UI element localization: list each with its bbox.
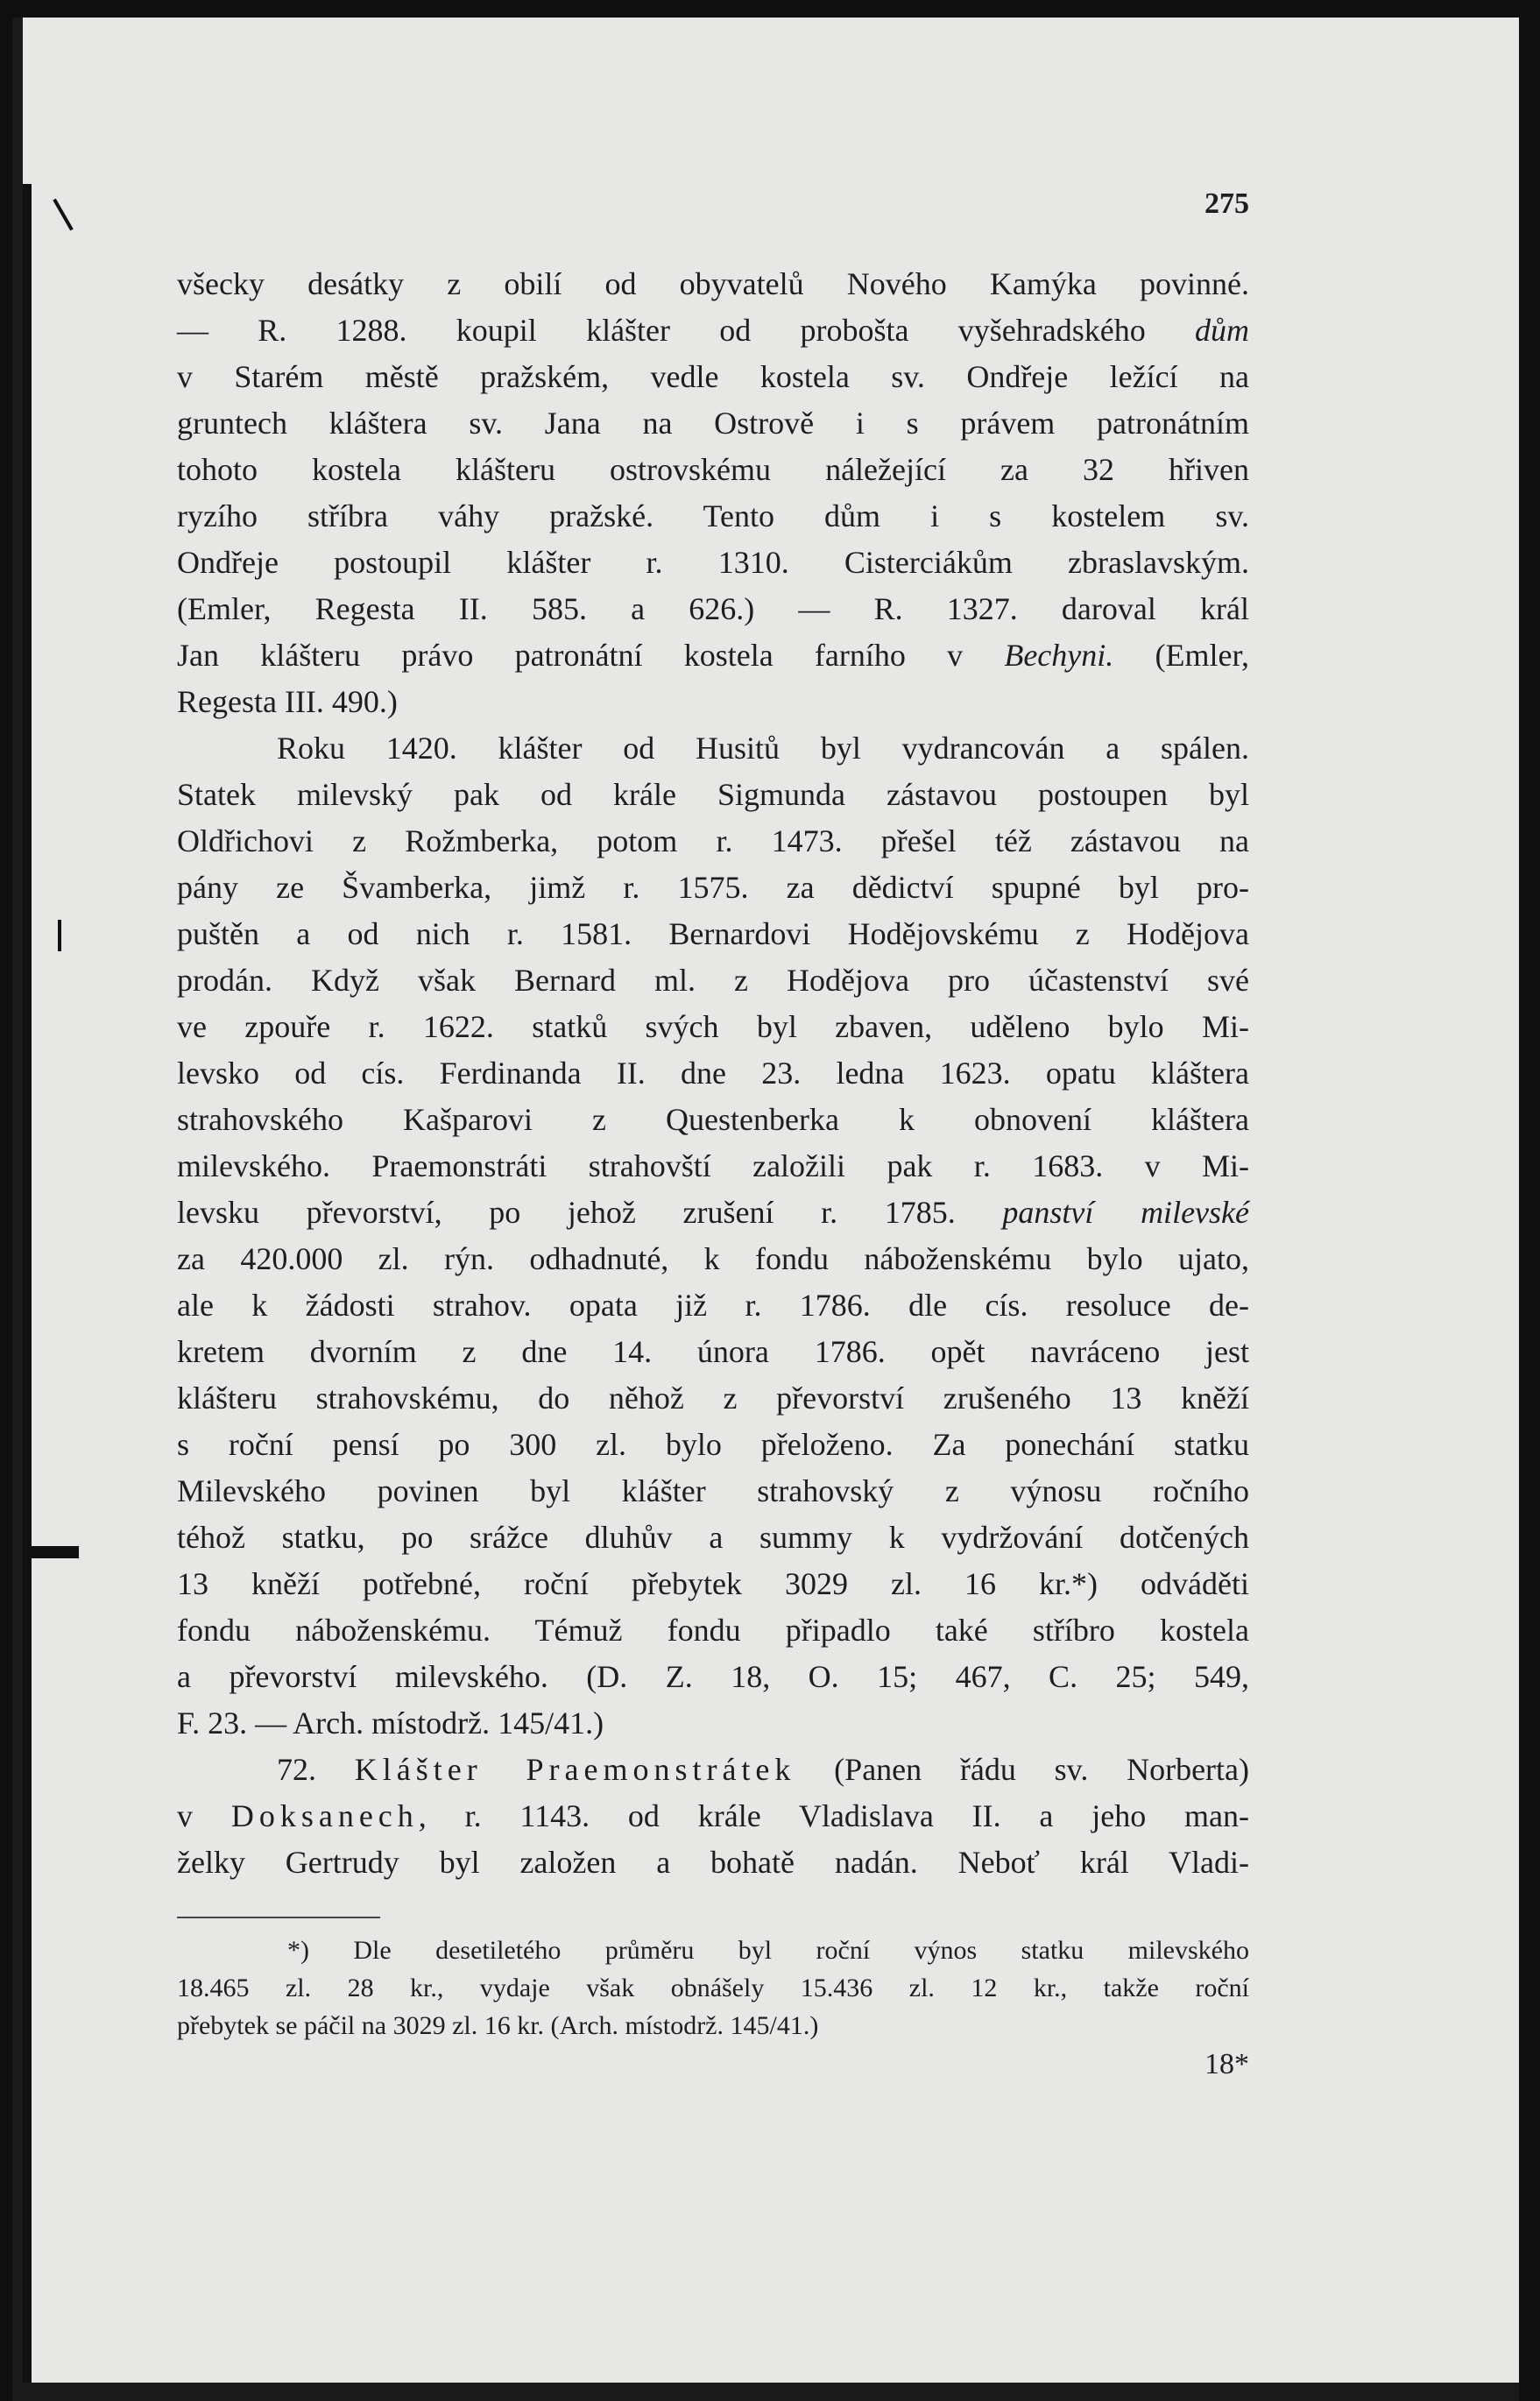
body-line: puštěn a od nich r. 1581. Bernardovi Hodějovskému z Hodějova <box>177 916 1249 951</box>
body-line: s roční pensí po 300 zl. bylo přeloženo. Za ponechání statku <box>177 1427 1249 1462</box>
body-line: ve zpouře r. 1622. statků svých byl zbaven, uděleno bylo Mi- <box>177 1009 1249 1044</box>
body-line: v Doksanech, r. 1143. od krále Vladislava II. a jeho man- <box>177 1798 1249 1833</box>
body-line: Milevského povinen byl klášter strahovský z výnosu ročního <box>177 1473 1249 1508</box>
body-line: fondu náboženskému. Témuž fondu připadlo také stříbro kostela <box>177 1613 1249 1648</box>
body-line: milevského. Praemonstráti strahovští založili pak r. 1683. v Mi- <box>177 1148 1249 1183</box>
body-line: strahovského Kašparovi z Questenberka k obnovení kláštera <box>177 1102 1249 1137</box>
margin-mark <box>32 1546 79 1558</box>
scan-top-border <box>0 0 1540 18</box>
body-line: v Starém městě pražském, vedle kostela sv. Ondřeje ležící na <box>177 359 1249 394</box>
body-line: 72. Klášter Praemonstrátek (Panen řádu sv. Norberta) <box>277 1752 1250 1787</box>
margin-mark <box>53 199 73 231</box>
body-line: levsko od cís. Ferdinanda II. dne 23. ledna 1623. opatu kláštera <box>177 1056 1249 1091</box>
body-line: pány ze Švamberka, jimž r. 1575. za dědictví spupné byl pro- <box>177 870 1249 905</box>
body-line: želky Gertrudy byl založen a bohatě nadán. Neboť král Vladi- <box>177 1845 1249 1880</box>
main-text <box>177 261 1249 1886</box>
spaced-text: Doksanech <box>230 1798 419 1833</box>
binding-shadow <box>23 184 32 2383</box>
body-line: kretem dvorním z dne 14. února 1786. opět navráceno jest <box>177 1334 1249 1369</box>
body-line: ale k žádosti strahov. opata již r. 1786. dle cís. resoluce de- <box>177 1288 1249 1323</box>
body-line: tohoto kostela klášteru ostrovskému náležející za 32 hřiven <box>177 452 1249 487</box>
body-line: Roku 1420. klášter od Husitů byl vydrancován a spálen. <box>277 731 1249 766</box>
italic-text: panství milevské <box>1002 1195 1249 1230</box>
body-line: ryzího stříbra váhy pražské. Tento dům i s kostelem sv. <box>177 498 1249 533</box>
body-line: za 420.000 zl. rýn. odhadnuté, k fondu náboženskému bylo ujato, <box>177 1241 1249 1276</box>
body-line: téhož statku, po srážce dluhův a summy k vydržování dotčených <box>177 1520 1249 1555</box>
body-line: všecky desátky z obilí od obyvatelů Nového Kamýka povinné. <box>177 266 1249 301</box>
footnotes <box>177 1931 1249 2044</box>
footnote-divider <box>177 1917 380 1918</box>
scan-right-border <box>1519 0 1540 2401</box>
printer-signature: 18* <box>1204 2048 1249 2080</box>
footnote-line: přebytek se páčil na 3029 zl. 16 kr. (Arch. místodrž. 145/41.) <box>177 2011 819 2040</box>
footnote-line: 18.465 zl. 28 kr., vydaje však obnášely 15.436 zl. 12 kr., takže roční <box>177 1974 1249 2002</box>
margin-mark <box>58 920 61 951</box>
body-line: Regesta III. 490.) <box>177 684 398 719</box>
body-line: — R. 1288. koupil klášter od probošta vyšehradského dům <box>177 313 1249 348</box>
footnote-line: *) Dle desetiletého průměru byl roční výnos statku milevského <box>287 1936 1249 1965</box>
body-line: a převorství milevského. (D. Z. 18, O. 15; 467, C. 25; 549, <box>177 1659 1249 1694</box>
body-line: levsku převorství, po jehož zrušení r. 1785. panství milevské <box>177 1195 1249 1230</box>
body-line: gruntech kláštera sv. Jana na Ostrově i s právem patronátním <box>177 406 1249 441</box>
body-line: (Emler, Regesta II. 585. a 626.) — R. 1327. daroval král <box>177 591 1249 626</box>
scan-left-border <box>0 0 12 2401</box>
body-line: klášteru strahovskému, do něhož z převorství zrušeného 13 kněží <box>177 1381 1249 1416</box>
spaced-text: Klášter Praemonstrátek <box>354 1752 796 1787</box>
body-line: F. 23. — Arch. místodrž. 145/41.) <box>177 1705 604 1741</box>
body-line: 13 kněží potřebné, roční přebytek 3029 zl. 16 kr.*) odváděti <box>177 1566 1249 1601</box>
body-line: Ondřeje postoupil klášter r. 1310. Cisterciákům zbraslavským. <box>177 545 1249 580</box>
italic-text: dům <box>1195 313 1249 348</box>
page-number: 275 <box>1204 187 1249 220</box>
body-line: Jan klášteru právo patronátní kostela farního v Bechyni. (Emler, <box>177 638 1249 673</box>
italic-text: Bechyni. <box>1004 638 1114 673</box>
body-line: Oldřichovi z Rožmberka, potom r. 1473. přešel též zástavou na <box>177 823 1249 858</box>
body-line: prodán. Když však Bernard ml. z Hodějova pro účastenství své <box>177 963 1249 998</box>
body-line: Statek milevský pak od krále Sigmunda zástavou postoupen byl <box>177 777 1249 812</box>
